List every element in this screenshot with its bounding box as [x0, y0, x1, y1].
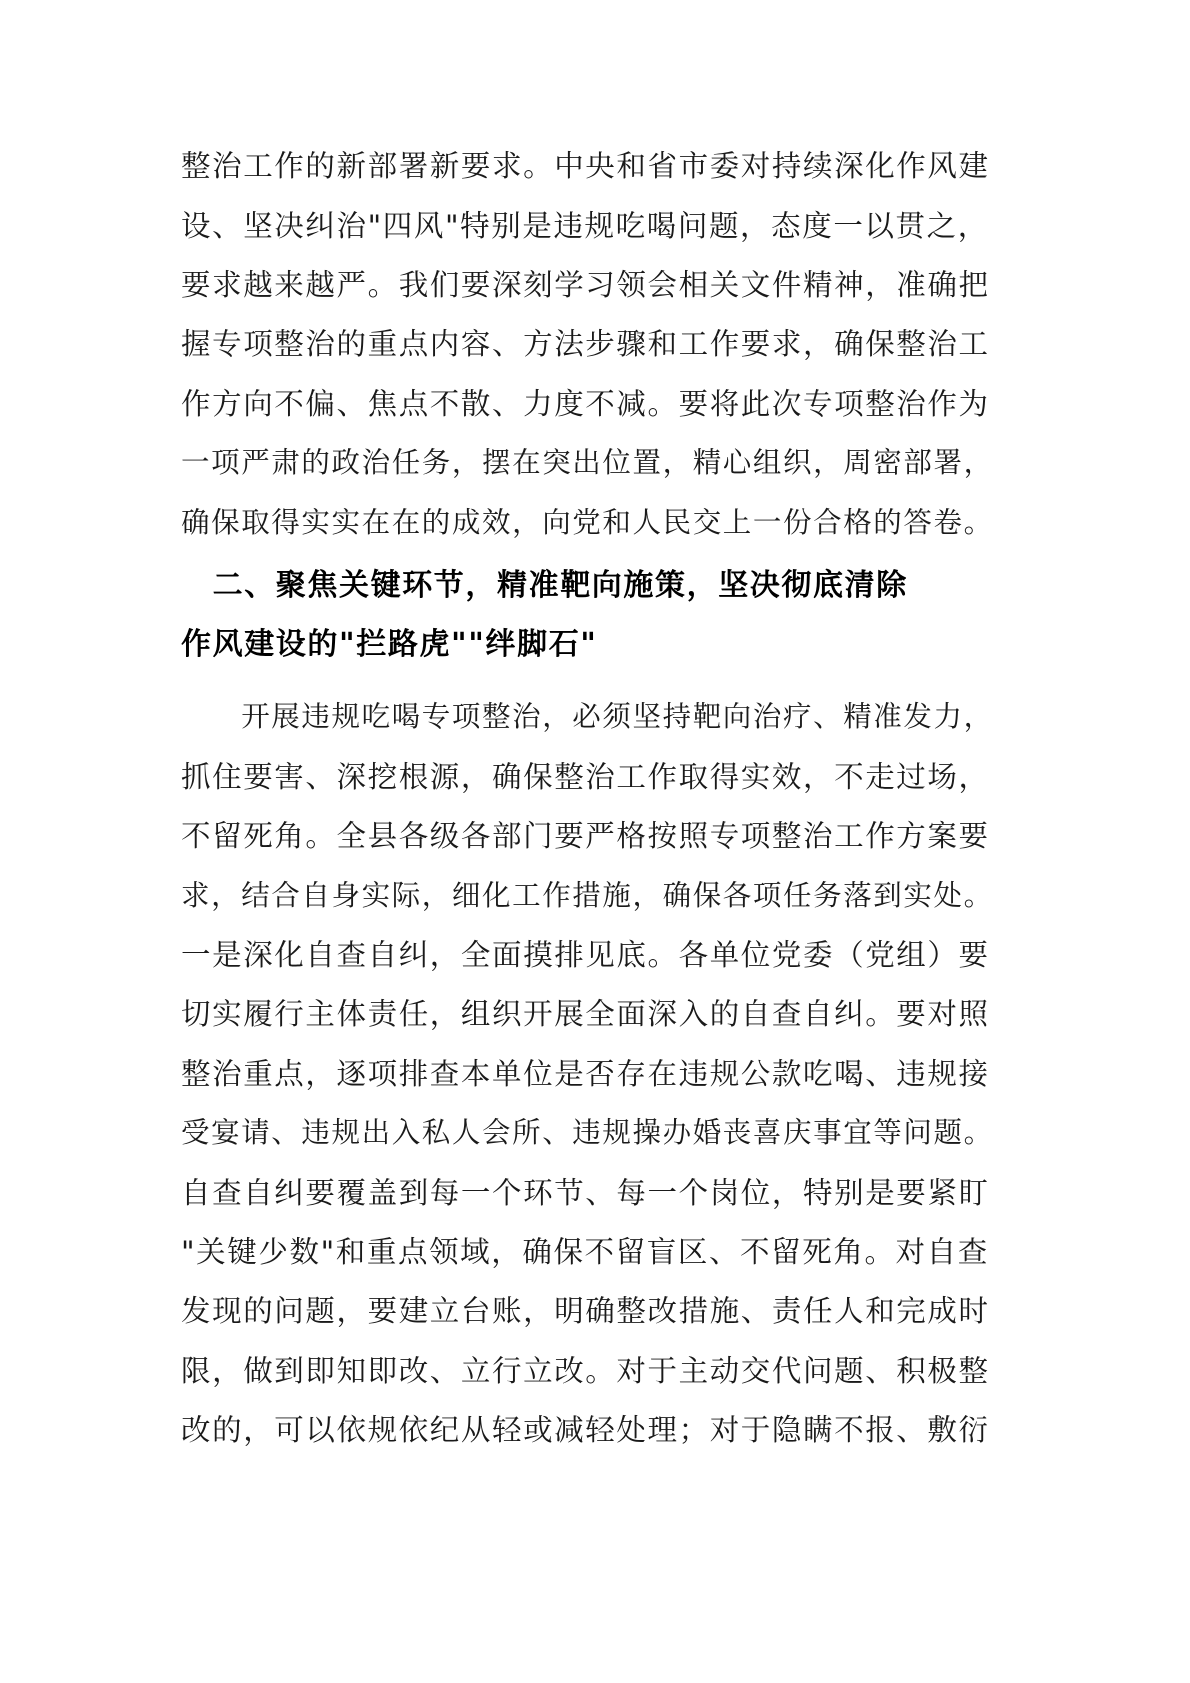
paragraph1-line-7: 确保取得实实在在的成效，向党和人民交上一份合格的答卷。 [181, 506, 994, 539]
paragraph1-line-5: 作方向不偏、焦点不散、力度不减。要将此次专项整治作为 [181, 387, 990, 421]
paragraph2-line-13: 改的，可以依规依纪从轻或减轻处理；对于隐瞒不报、敷衍 [181, 1413, 990, 1447]
paragraph2-line-10: "关键少数"和重点领域，确保不留盲区、不留死角。对自查 [181, 1235, 989, 1269]
paragraph1-line-6: 一项严肃的政治任务，摆在突出位置，精心组织，周密部署， [181, 446, 994, 479]
paragraph2-line-2: 抓住要害、深挖根源，确保整治工作取得实效，不走过场， [181, 760, 990, 794]
paragraph1-line-4: 握专项整治的重点内容、方法步骤和工作要求，确保整治工 [181, 327, 990, 361]
paragraph1-line-3: 要求越来越严。我们要深刻学习领会相关文件精神，准确把 [181, 268, 990, 302]
paragraph2-line-4: 求，结合自身实际，细化工作措施，确保各项任务落到实处。 [181, 879, 994, 912]
section-heading-line-2: 作风建设的"拦路虎""绊脚石" [181, 627, 598, 662]
paragraph2-line-11: 发现的问题，要建立台账，明确整改措施、责任人和完成时 [181, 1294, 990, 1328]
paragraph2-line-6: 切实履行主体责任，组织开展全面深入的自查自纠。要对照 [181, 997, 990, 1031]
paragraph2-line-8: 受宴请、违规出入私人会所、违规操办婚丧喜庆事宜等问题。 [181, 1116, 994, 1149]
paragraph2-line-3: 不留死角。全县各级各部门要严格按照专项整治工作方案要 [181, 819, 990, 853]
paragraph2-line-9: 自查自纠要覆盖到每一个环节、每一个岗位，特别是要紧盯 [181, 1176, 990, 1210]
paragraph2-line-1: 开展违规吃喝专项整治，必须坚持靶向治疗、精准发力， [181, 700, 994, 733]
paragraph1-line-2: 设、坚决纠治"四风"特别是违规吃喝问题，态度一以贯之， [181, 209, 989, 243]
paragraph1-line-1: 整治工作的新部署新要求。中央和省市委对持续深化作风建 [181, 149, 990, 183]
section-heading-line-1: 二、聚焦关键环节，精准靶向施策，坚决彻底清除 [181, 568, 908, 603]
paragraph2-line-12: 限，做到即知即改、立行立改。对于主动交代问题、积极整 [181, 1354, 990, 1388]
paragraph2-line-5: 一是深化自查自纠，全面摸排见底。各单位党委（党组）要 [181, 938, 990, 972]
paragraph2-line-7: 整治重点，逐项排查本单位是否存在违规公款吃喝、违规接 [181, 1057, 990, 1091]
